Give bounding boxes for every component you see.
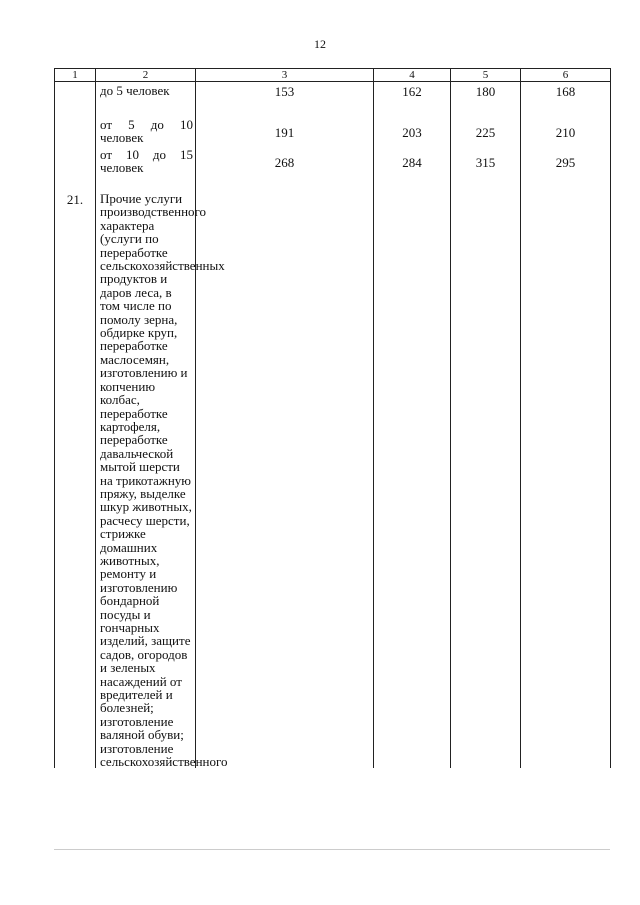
row-value: 225 [451,118,521,148]
tariff-table [54,68,611,768]
row-value: 315 [451,148,521,178]
header-col-4: 4 [374,69,451,82]
row-value: 168 [521,82,611,119]
item-number: 21. [55,178,96,768]
row-value: 162 [374,82,451,119]
page-bottom-line [54,849,610,850]
item-description: Прочие услуги производственного характера (услуги по переработке сельскохозяйственных продуктов и даров леса, в том числе по помолу зерна, обдирке круп, переработке маслосемян, изготовлению и копчению колбас, переработке картофеля, переработке давальческой мытой шерсти на трикотажную пряжу, выделке шкур животных, расчесу шерсти, стрижке домашних животных, ремонту и изготовлению бондарной посуды и гончарных изделий, защите садов, огородов и зеленых насаждений от вредителей и болезней; изготовление валяной обуви; изготовление сельскохозяйственного [96,178,196,768]
row-value: 295 [521,148,611,178]
page-number: 12 [314,37,326,51]
header-col-6: 6 [521,69,611,82]
row-value: 284 [374,148,451,178]
row-value: 203 [374,118,451,148]
row-label: до 5 человек [96,82,196,119]
row-value: 180 [451,82,521,119]
row-value: 191 [196,118,374,148]
row-value: 268 [196,148,374,178]
table-row [55,82,611,119]
header-col-5: 5 [451,69,521,82]
table-header-row [55,69,611,82]
table-row [55,148,611,178]
header-col-3: 3 [196,69,374,82]
row-label: от 5 до 10 человек [96,118,196,148]
row-value: 153 [196,82,374,119]
table-row [55,178,611,768]
row-label: от 10 до 15 человек [96,148,196,178]
header-col-2: 2 [96,69,196,82]
table-row [55,118,611,148]
row-value: 210 [521,118,611,148]
header-col-1: 1 [55,69,96,82]
